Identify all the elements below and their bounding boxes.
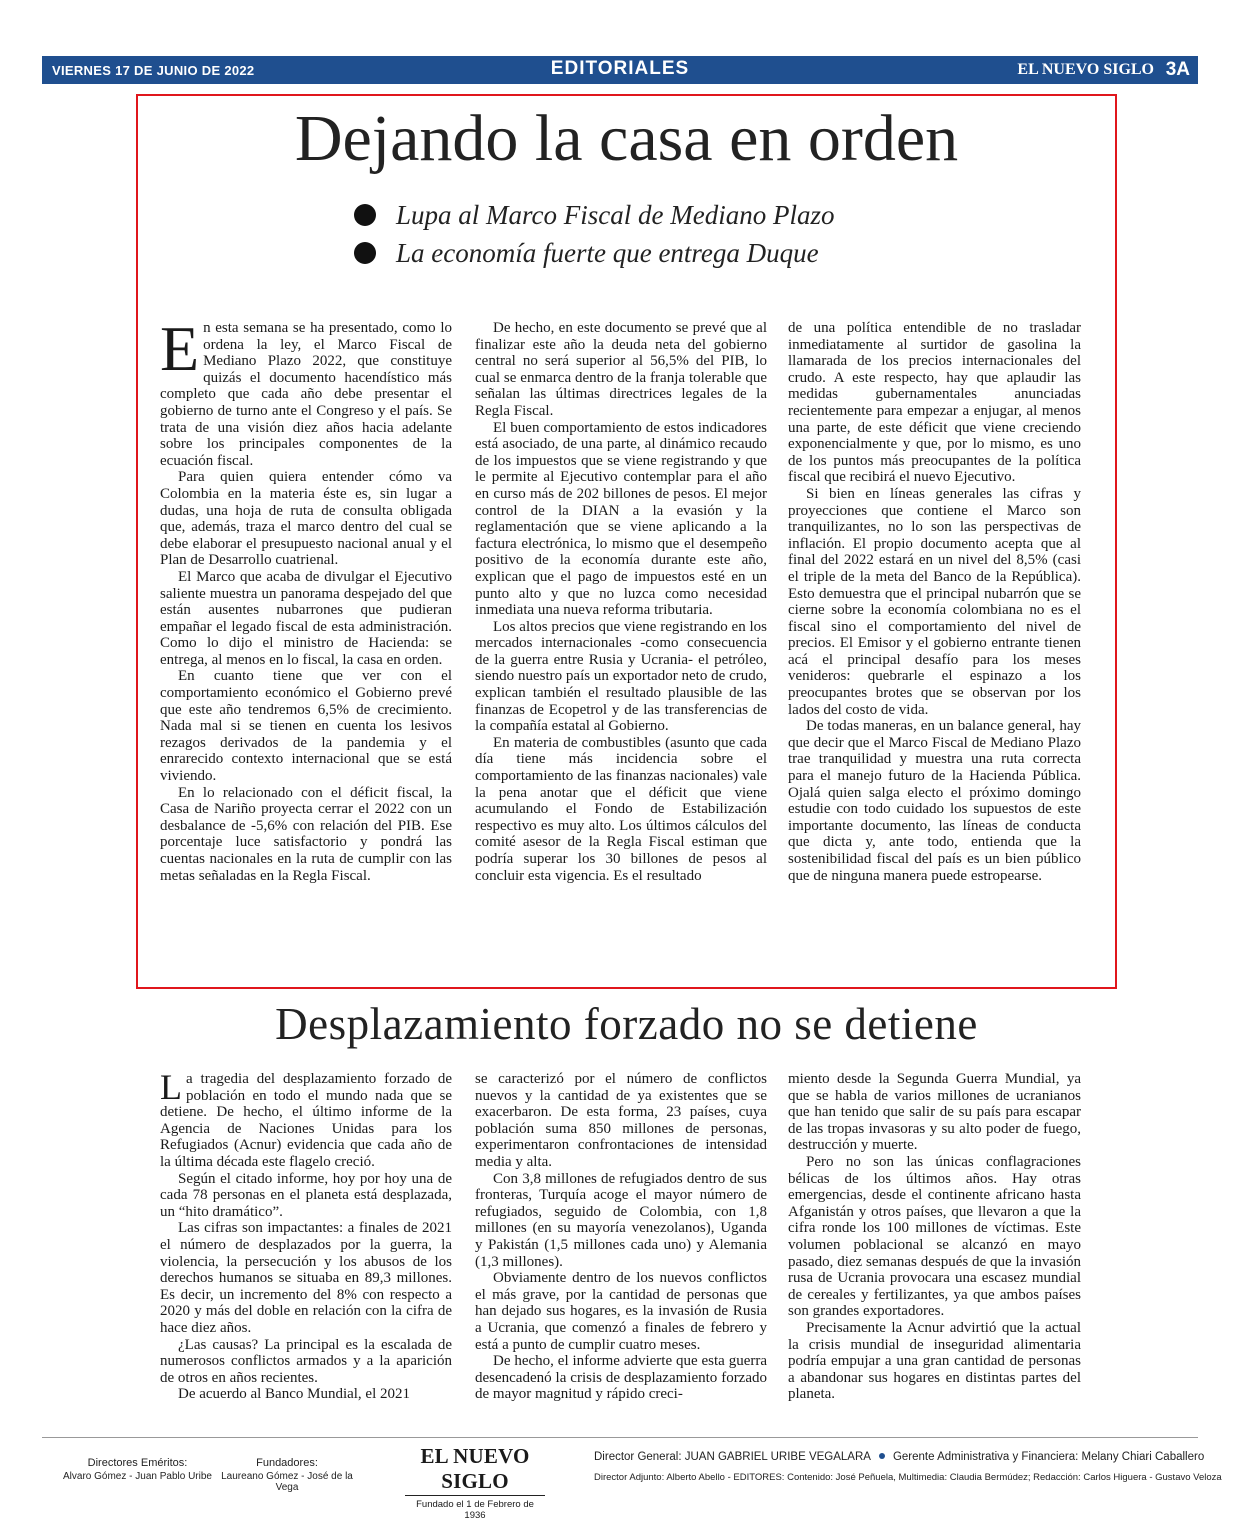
paragraph: De hecho, el informe advierte que esta guerra desencadenó la crisis de desplazamiento forzado de mayor magnitud y rápido creci- [475, 1353, 767, 1403]
issue-date: VIERNES 17 DE JUNIO DE 2022 [52, 63, 255, 78]
paragraph: Con 3,8 millones de refugiados dentro de sus fronteras, Turquía acoge el mayor número de refugiados, seguido de Colombia, con 1,8 millones (en su mayoría venezolanos), Uganda y Pakistán (1,5 millones cada uno) y Alemania (1,3 millones). [475, 1170, 767, 1270]
footer-divider [42, 1437, 1198, 1438]
paragraph: Las cifras son impactantes: a finales de 2021 el número de desplazados por la guerra, la violencia, la persecución y los abusos de los derechos humanos se situaba en 89,3 millones. Es decir, un incremento del 8% con respecto a 2020 y más del doble en relación con la cifra de hace diez años. [160, 1220, 452, 1336]
paragraph [160, 313, 452, 469]
editorial-1-title: Dejando la casa en orden [294, 102, 959, 175]
paragraph: Pero no son las únicas conflagraciones bélicas de los últimos años. Hay otras emergencias, desde el continente africano hasta Afganistán y otros países, que llevaron a que la cifra ronde los 100 millones de víctimas. Este volumen poblacional se alcanzó en mayo pasado, diez semanas después de que la invasión rusa de Ucrania provocara una escasez mundial de cereales y fertilizantes, ya que ambos países son grandes exportadores. [788, 1153, 1081, 1320]
gerente: Gerente Administrativa y Financiera: Melany Chiari Caballero [892, 1451, 1205, 1463]
fundadores [212, 1457, 362, 1493]
paragraph: Precisamente la Acnur advirtió que la actual la crisis mundial de inseguridad alimentaria podría empujar a una gran cantidad de personas a abandonar sus hogares en distintas partes del planeta. [788, 1319, 1081, 1403]
staff-line-1 [594, 1451, 1204, 1463]
page-number: 3A [1165, 59, 1190, 80]
directores-label: Directores Eméritos: [87, 1457, 188, 1469]
paragraph: ¿Las causas? La principal es la escalada de numerosos conflictos armados y a la aparición de otros en años recientes. [160, 1336, 452, 1386]
fundadores-label: Fundadores: [256, 1457, 318, 1469]
paragraph: Según el citado informe, hoy por hoy una de cada 78 personas en el planeta está desplazada, un “hito dramático”. [160, 1170, 452, 1220]
section-title: EDITORIALES [550, 58, 690, 79]
editorial-1-column-3 [788, 320, 1081, 884]
drop-cap: E [160, 313, 200, 384]
logo-name: EL NUEVO SIGLO [405, 1444, 545, 1496]
bullet-item [354, 234, 834, 272]
fundadores-names: Laureano Gómez - José de la Vega [221, 1471, 353, 1493]
logo-founded: Fundado el 1 de Febrero de 1936 [416, 1499, 534, 1521]
bullet-item [354, 196, 834, 234]
editorial-1-bullets [354, 196, 834, 272]
bullet-text: Lupa al Marco Fiscal de Mediano Plazo [396, 199, 835, 230]
bullet-text: La economía fuerte que entrega Duque [396, 237, 819, 268]
paragraph: El Marco que acaba de divulgar el Ejecutivo saliente muestra un panorama despejado del que están ausentes nubarrones que pudieran empañar el legado fiscal de esta administración. Como lo dijo el ministro de Hacienda: se entrega, al menos en lo fiscal, la casa en orden. [160, 568, 452, 668]
paragraph: Los altos precios que viene registrando en los mercados internacionales -como consecuencia de la guerra entre Rusia y Ucrania- el petróleo, siendo nuestro país un exportador neto de crudo, explican también el resultado plausible de las finanzas de Ecopetrol y de las transferencias de la compañía estatal al Gobierno. [475, 618, 767, 735]
paragraph: Obviamente dentro de los nuevos conflictos el más grave, por la cantidad de personas que han dejado sus hogares, es la invasión de Rusia a Ucrania, que comenzó a finales de febrero y está a punto de cumplir cuatro meses. [475, 1270, 767, 1353]
paragraph: De hecho, en este documento se prevé que al finalizar este año la deuda neta del gobierno central no será superior al 56,5% del PIB, lo cual se enmarca dentro de la franja tolerable que señalan las últimas directrices legales de la Regla Fiscal. [475, 320, 767, 419]
separator-dot-icon [879, 1453, 885, 1459]
paragraph: miento desde la Segunda Guerra Mundial, ya que se habla de varios millones de ucranianos que han tenido que salir de su país para escapar de las tropas invasoras y su alto poder de fuego, destrucción y muerte. [788, 1071, 1081, 1154]
editorial-1-column-1 [160, 313, 452, 884]
paragraph: En materia de combustibles (asunto que cada día tiene más incidencia sobre el comportamiento de las finanzas nacionales) vale la pena anotar que el déficit que viene acumulando el Fondo de Estabilización respectivo es muy alto. Los últimos cálculos del comité asesor de la Regla Fiscal estiman que podría superar los 30 billones de pesos al concluir esta vigencia. Es el resultado [475, 734, 767, 884]
staff-line-2: Director Adjunto: Alberto Abello - EDITORES: Contenido: José Peñuela, Multimedia: Claudia Bermúdez; Redacción: Carlos Higuera - Gustavo Veloza [594, 1472, 1222, 1483]
paragraph: Para quien quiera entender cómo va Colombia en la materia éste es, sin lugar a dudas, una hoja de ruta de consulta obligada que, además, traza el marco dentro del cual se debe elaborar el presupuesto nacional anual y el Plan de Desarrollo cuatrienal. [160, 469, 452, 569]
drop-cap: L [160, 1067, 182, 1107]
paragraph: En lo relacionado con el déficit fiscal, la Casa de Nariño proyecta cerrar el 2022 con un desbalance de -5,6% con relación del PIB. Ese porcentaje luce satisfactorio y pondrá las cuentas nacionales en la ruta de cumplir con las metas señaladas en la Regla Fiscal. [160, 784, 452, 884]
editorial-2-column-1 [160, 1067, 452, 1403]
editorial-2-title: Desplazamiento forzado no se detiene [275, 999, 978, 1049]
paragraph-text: n esta semana se ha presentado, como lo ordena la ley, el Marco Fiscal de Mediano Plazo 2022, que constituye quizás el documento hacendístico más completo que cada año debe presentar el gobierno de turno ante el Congreso y el país. Se trata de una visión diez años hacia adelante sobre los principales componentes de la ecuación fiscal. [160, 320, 452, 469]
paragraph: se caracterizó por el número de conflictos nuevos y la cantidad de ya existentes que se exacerbaron. De esta forma, 23 países, cuya población suma 850 millones de personas, experimentaron confrontaciones de intensidad media y alta. [475, 1071, 767, 1170]
newspaper-logo [405, 1444, 545, 1521]
paragraph: De acuerdo al Banco Mundial, el 2021 [178, 1386, 411, 1403]
paragraph [160, 1067, 452, 1171]
paragraph: El buen comportamiento de estos indicadores está asociado, de una parte, al dinámico recaudo de los impuestos que se viene registrando y que le permite al Ejecutivo contemplar para el año en curso más de 202 billones de pesos. El mejor control de la DIAN a la evasión y la reglamentación que se viene aplicando a la factura electrónica, lo mismo que el desempeño positivo de la economía durante este año, explican que el pago de impuestos esté en un punto alto y que no luzca como necesidad inmediata una nueva reforma tributaria. [475, 419, 767, 619]
bullet-dot-icon [354, 242, 376, 264]
paragraph-text: a tragedia del desplazamiento forzado de población en todo el mundo nada que se detiene. De hecho, el último informe de la Agencia de Naciones Unidas para los Refugiados (Acnur) evidencia que cada año de la última década este flagelo creció. [160, 1071, 452, 1170]
director-general: Director General: JUAN GABRIEL URIBE VEGALARA [594, 1451, 871, 1463]
bullet-dot-icon [354, 204, 376, 226]
paragraph: de una política entendible de no trasladar inmediatamente al surtidor de gasolina la llamarada de los precios internacionales del crudo. A este respecto, hay que aplaudir las medidas gubernamentales anunciadas recientemente para empezar a enjugar, al menos una parte, de este déficit que viene creciendo exponencialmente y que, por lo mismo, es uno de los puntos más preocupantes de la política fiscal que recibirá el nuevo Ejecutivo. [788, 320, 1081, 486]
masthead-name: EL NUEVO SIGLO [1017, 61, 1154, 78]
paragraph: Si bien en líneas generales las cifras y proyecciones que contiene el Marco son tranquilizantes, no lo son las perspectivas de inflación. El propio documento acepta que al final del 2022 estará en un nivel del 8,5% (casi el triple de la meta del Banco de la República). Esto demuestra que el principal nubarrón que se cierne sobre la economía colombiana no es el fiscal sino el comportamiento del nivel de precios. El Emisor y el gobierno entrante tienen acá el principal desafío para los meses venideros: quebrarle el espinazo a los preocupantes brotes que se observan por los lados del costo de vida. [788, 485, 1081, 718]
directores-emeritos [50, 1457, 225, 1482]
editorial-2-column-3 [788, 1071, 1081, 1403]
paragraph: De todas maneras, en un balance general, hay que decir que el Marco Fiscal de Mediano Plazo trae tranquilidad y muestra una ruta correcta para el manejo futuro de la Hacienda Pública. Ojalá quien salga electo el próximo domingo estudie con todo cuidado los supuestos de este importante documento, las líneas de conducta que dicta y, ante todo, entienda que la sostenibilidad fiscal del país es un bien público que de ninguna manera puede estropearse. [788, 718, 1081, 884]
directores-names: Alvaro Gómez - Juan Pablo Uribe [63, 1471, 212, 1482]
paragraph: En cuanto tiene que ver con el comportamiento económico el Gobierno prevé que este año tendremos 6,5% de crecimiento. Nada mal si se tienen en cuenta los lesivos rezagos derivados de la pandemia y el enrarecido contexto internacional que se está viviendo. [160, 668, 452, 785]
section-header-bar [42, 56, 1198, 84]
editorial-2-column-2 [475, 1071, 767, 1403]
editorial-1-column-2 [475, 320, 767, 884]
